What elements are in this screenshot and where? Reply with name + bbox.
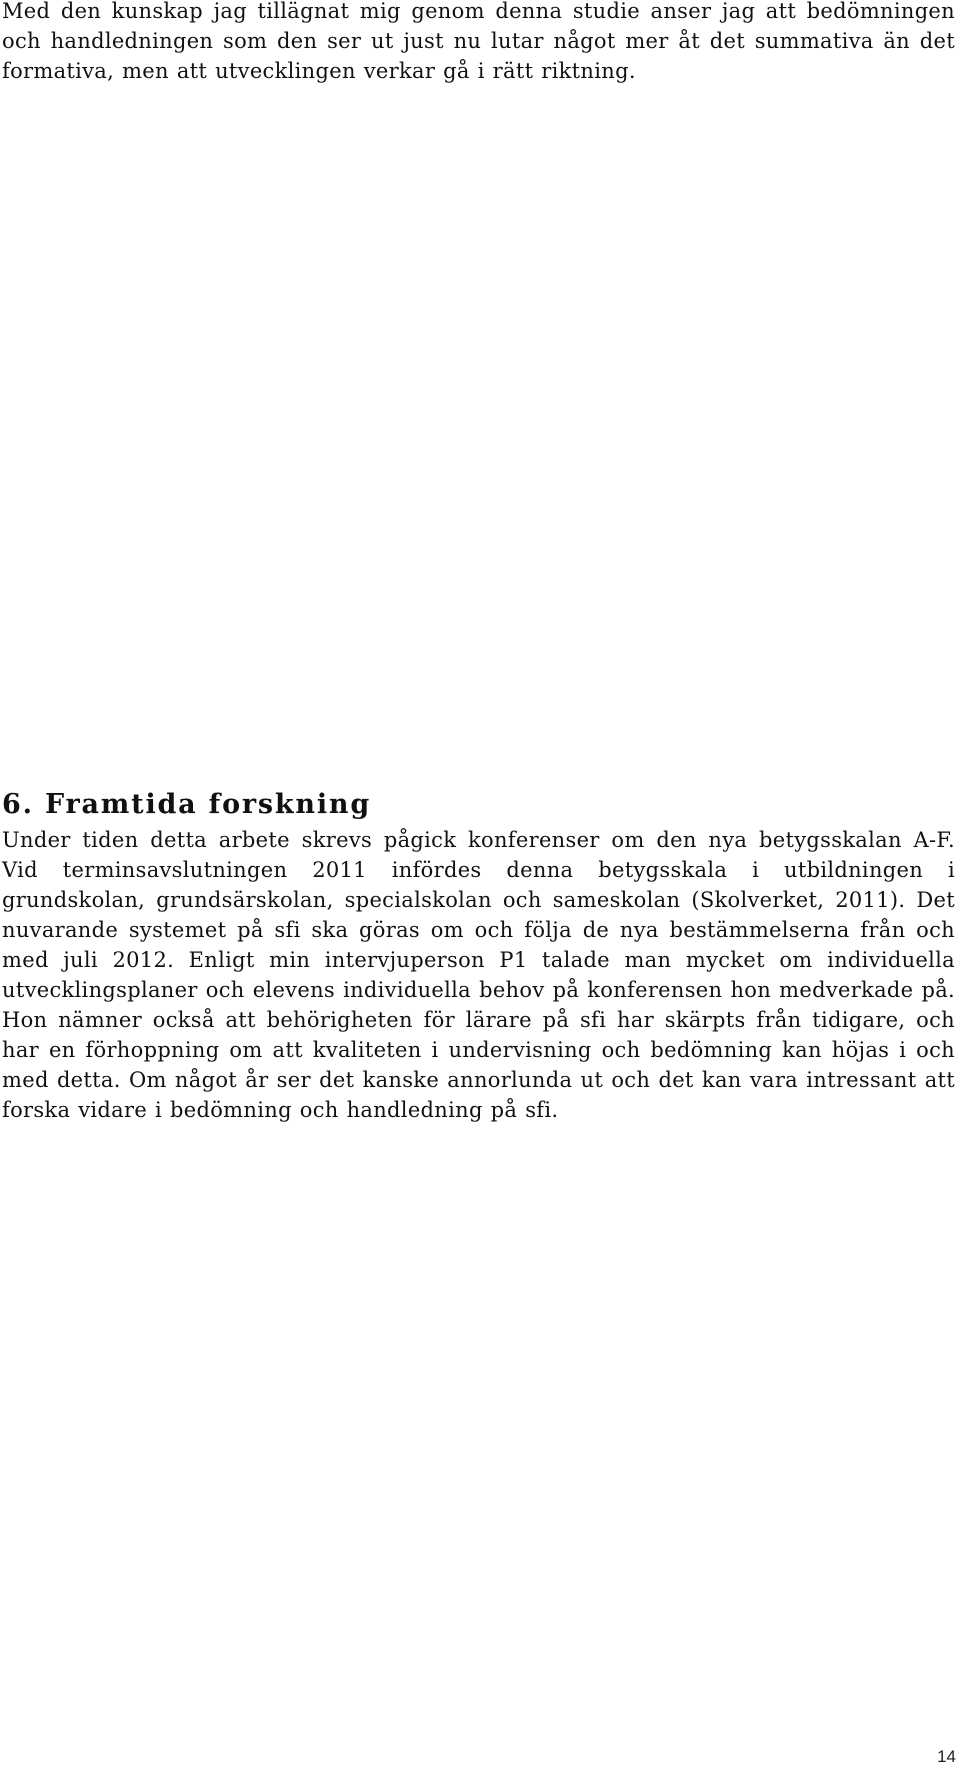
page-number: 14 [937, 1747, 956, 1766]
section-heading: 6. Framtida forskning [2, 789, 372, 820]
section-paragraph: Under tiden detta arbete skrevs pågick konferenser om den nya betygsskalan A-F. Vid terminsavslutningen 2011 infördes denna betygsskala i utbildningen i grundskolan, grundsärskolan, specialskolan och sameskolan (Skolverket, 2011). Det nuvarande systemet på sfi ska göras om och följa de nya bestämmelserna från och med juli 2012. Enligt min intervjuperson P1 talade man mycket om individuella utvecklingsplaner och elevens individuella behov på konferensen hon medverkade på. Hon nämner också att behörigheten för lärare på sfi har skärpts från tidigare, och har en förhoppning om att kvaliteten i undervisning och bedömning kan höjas i och med detta. Om något år ser det kanske annorlunda ut och det kan vara intressant att forska vidare i bedömning och handledning på sfi. [2, 828, 955, 1122]
intro-paragraph: Med den kunskap jag tillägnat mig genom denna studie anser jag att bedömningen och handledningen som den ser ut just nu lutar något mer åt det summativa än det formativa, men att utvecklingen verkar gå i rätt riktning. [2, 0, 955, 83]
